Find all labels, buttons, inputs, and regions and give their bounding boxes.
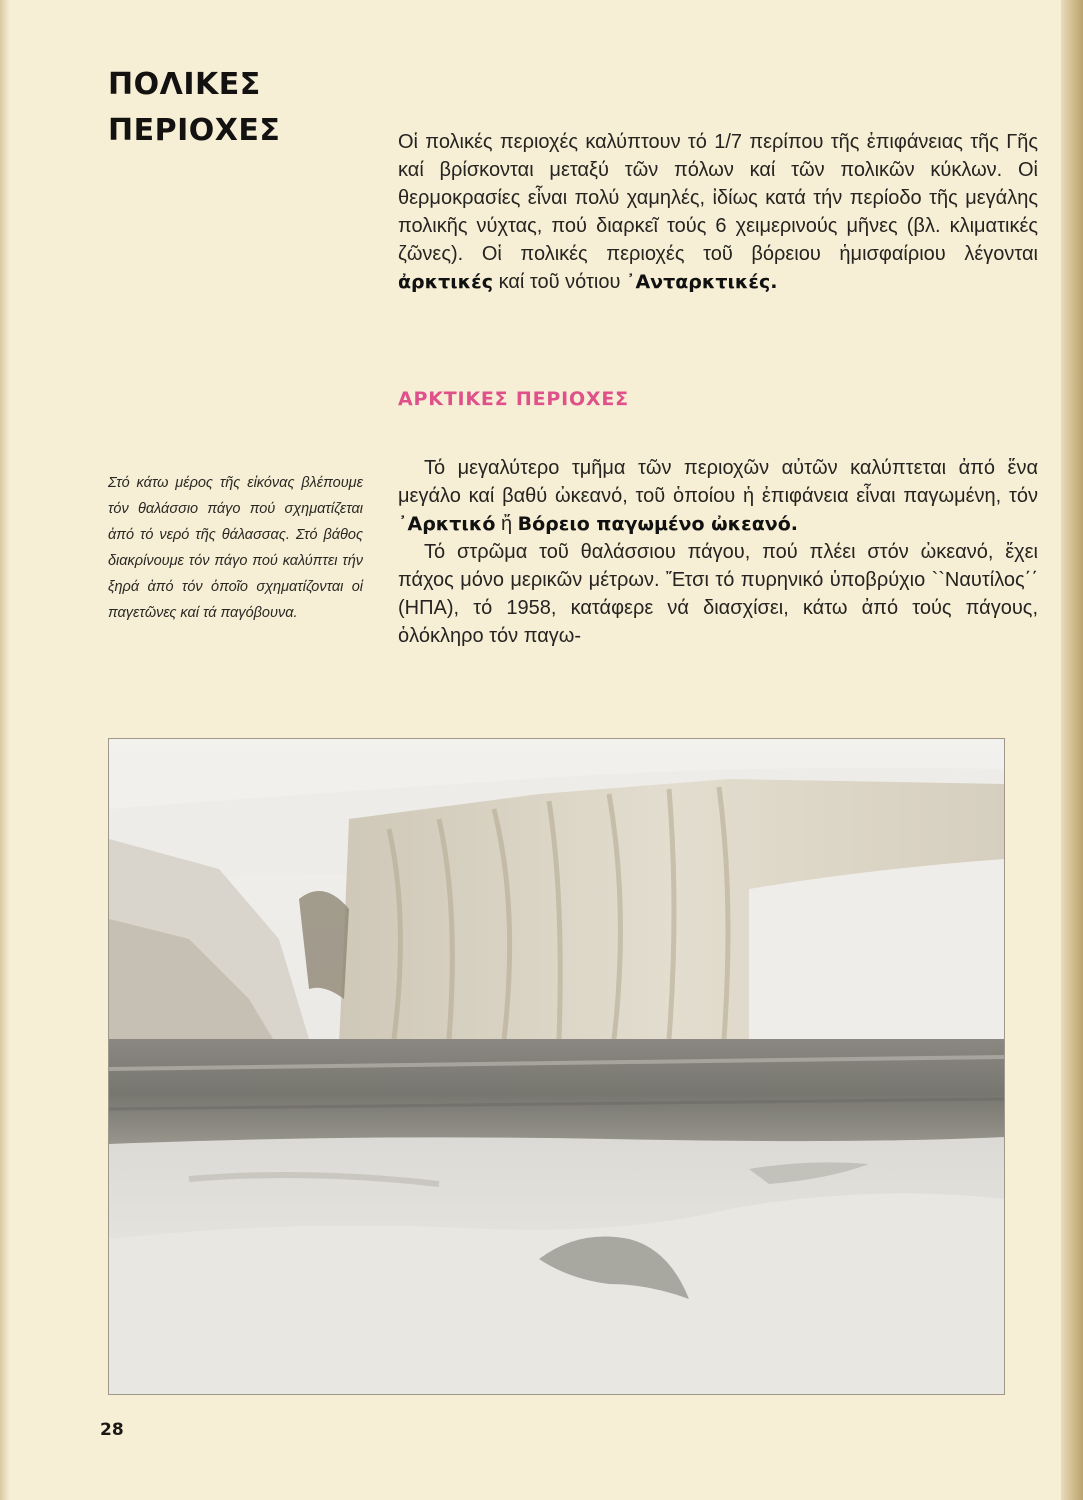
page-number: 28 xyxy=(100,1420,124,1440)
intro-text-1: Οἱ πολικές περιοχές καλύπτουν τό 1/7 περίπου τῆς ἐπιφάνειας τῆς Γῆς καί βρίσκονται μεταξύ τῶν πόλων καί τῶν πολικῶν κύκλων. Οἱ θερμοκρασίες εἶναι πολύ χαμηλές, ἰδίως κατά τήν περίοδο τῆς μεγάλης πολικῆς νύχτας, πού διαρκεῖ τούς 6 χειμερινούς μῆνες (βλ. κλιματικές ζῶνες). Οἱ πολικές περιοχές τοῦ βόρειου ἡμισφαίριου λέγονται xyxy=(398,131,1038,265)
body-p1-bold-1: ᾿Αρκτικό xyxy=(398,513,496,535)
body-paragraph-1 xyxy=(398,454,1038,538)
intro-bold-antarctic: ᾿Ανταρκτικές. xyxy=(625,271,778,293)
title-line-1: ΠΟΛΙΚΕΣ xyxy=(108,67,261,102)
body-p1-text-1: Τό μεγαλύτερο τμῆμα τῶν περιοχῶν αὐτῶν καλύπτεται ἀπό ἕνα μεγάλο καί βαθύ ὠκεανό, τοῦ ὁποίου ἡ ἐπιφάνεια εἶναι παγωμένη, τόν xyxy=(398,457,1038,507)
page-edge xyxy=(1061,0,1083,1500)
page-shadow xyxy=(0,0,10,1500)
intro-text-2: καί τοῦ νότιου xyxy=(498,271,621,293)
page-title xyxy=(108,62,280,154)
body-paragraph-2: Τό στρῶμα τοῦ θαλάσσιου πάγου, πού πλέει στόν ὠκεανό, ἔχει πάχος μόνο μερικῶν μέτρων. Ἔτσι τό πυρηνικό ὑποβρύχιο ``Ναυτίλος΄΄ (ΗΠΑ), τό 1958, κατάφερε νά διασχίσει, κάτω ἀπό τούς πάγους, ὁλόκληρο τόν παγω- xyxy=(398,541,1038,647)
intro-paragraph xyxy=(398,128,1038,296)
body-p1-bold-2: Βόρειο παγωμένο ὠκεανό. xyxy=(517,513,798,535)
section-subtitle: ΑΡΚΤΙΚΕΣ ΠΕΡΙΟΧΕΣ xyxy=(398,388,629,410)
glacier-photo-illustration xyxy=(109,739,1004,1394)
glacier-photo xyxy=(108,738,1005,1395)
intro-bold-arctic: ἀρκτικές xyxy=(398,271,494,293)
photo-caption: Στό κάτω μέρος τῆς εἰκόνας βλέπουμε τόν θαλάσσιο πάγο πού σχηματίζεται ἀπό τό νερό τῆς θάλασσας. Στό βάθος διακρίνουμε τόν πάγο πού καλύπτει τήν ξηρά ἀπό τόν ὁποῖο σχηματίζονται οἱ παγετῶνες καί τά παγόβουνα. xyxy=(108,475,363,621)
body-text xyxy=(398,454,1038,650)
title-line-2: ΠΕΡΙΟΧΕΣ xyxy=(108,113,281,148)
body-p1-text-2: ἤ xyxy=(500,513,513,535)
